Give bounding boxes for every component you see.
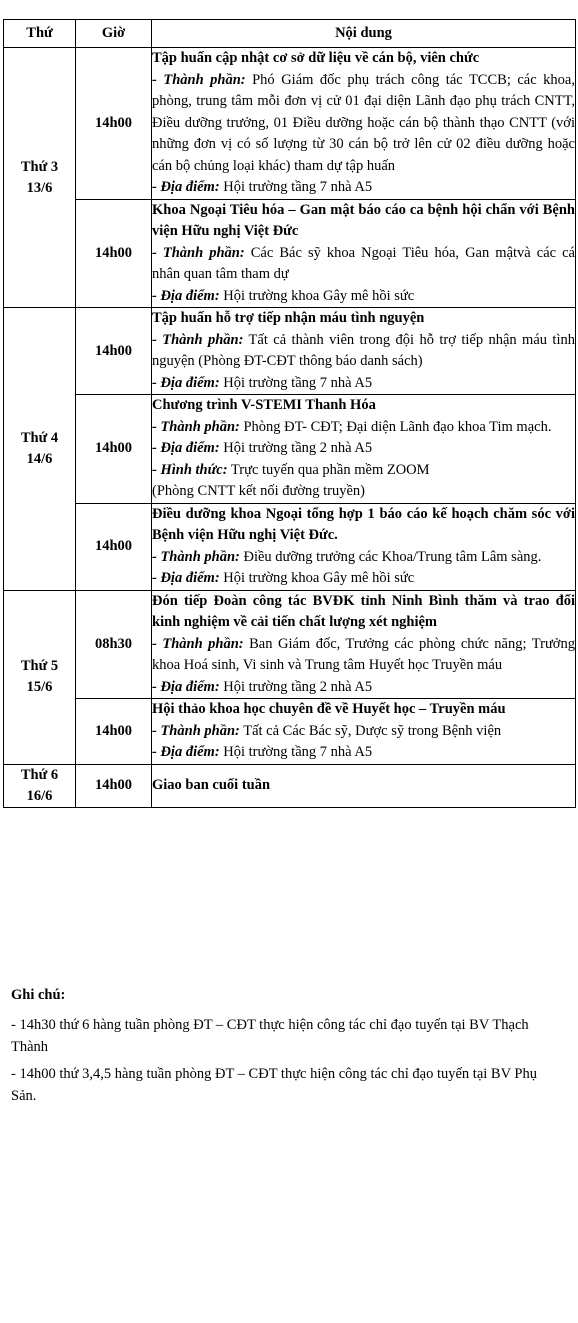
header-day: Thứ xyxy=(4,20,76,48)
day-cell xyxy=(4,48,76,308)
detail-text: Các Bác sỹ khoa Ngoại Tiêu hóa, Gan mậtvà các cá nhân quan tâm tham dự xyxy=(152,244,575,282)
time-cell: 08h30 xyxy=(76,590,152,699)
detail-text: Trực tuyến qua phần mềm ZOOM xyxy=(227,461,430,478)
notes-section xyxy=(11,984,561,1112)
time-cell: 14h00 xyxy=(76,308,152,395)
detail-label: - Thành phần: xyxy=(152,635,244,652)
schedule-header xyxy=(4,20,576,48)
table-row xyxy=(4,48,576,200)
event-title: Giao ban cuối tuần xyxy=(152,776,271,793)
detail-text: Hội trường tầng 7 nhà A5 xyxy=(219,744,373,760)
event-title: Chương trình V-STEMI Thanh Hóa xyxy=(152,397,376,413)
table-row xyxy=(4,503,576,590)
table-row xyxy=(4,699,576,765)
detail-label: - Thành phần: xyxy=(152,548,240,565)
detail-label: - Địa điểm: xyxy=(152,374,220,391)
detail-text: Tất cả Các Bác sỹ, Dược sỹ trong Bệnh viện xyxy=(239,722,502,739)
event-detail-line xyxy=(152,721,575,743)
detail-text: Phòng ĐT- CĐT; Đại diện Lãnh đạo khoa Tim mạch. xyxy=(239,418,552,435)
detail-text: Hội trường tầng 2 nhà A5 xyxy=(219,440,373,456)
detail-text: Hội trường khoa Gây mê hồi sức xyxy=(219,570,415,586)
event-detail-line xyxy=(152,70,575,178)
content-cell xyxy=(152,48,576,200)
day-cell xyxy=(4,590,76,764)
table-row xyxy=(4,590,576,699)
time-cell: 14h00 xyxy=(76,199,152,308)
table-row xyxy=(4,764,576,807)
event-detail-line xyxy=(152,634,575,677)
day-date: 15/6 xyxy=(26,679,53,695)
event-detail-line xyxy=(152,243,575,286)
note-item: - 14h30 thứ 6 hàng tuần phòng ĐT – CĐT thực hiện công tác chỉ đạo tuyến tại BV Thạch Thành xyxy=(11,1017,529,1055)
detail-label: - Địa điểm: xyxy=(152,179,220,195)
event-title: Khoa Ngoại Tiêu hóa – Gan mật báo cáo ca bệnh hội chẩn với Bệnh viện Hữu nghị Việt Đức xyxy=(152,201,575,239)
detail-label: - Địa điểm: xyxy=(152,287,220,304)
event-detail-line xyxy=(152,438,575,460)
day-cell xyxy=(4,764,76,807)
day-date: 16/6 xyxy=(26,787,53,804)
event-title: Hội thảo khoa học chuyên đề về Huyết học – Truyền máu xyxy=(152,701,506,717)
day-date: 13/6 xyxy=(26,179,53,196)
schedule-body xyxy=(4,48,576,808)
detail-text: (Phòng CNTT kết nối đường truyền) xyxy=(152,483,366,499)
time-cell: 14h00 xyxy=(76,764,152,807)
event-title: Tập huấn hỗ trợ tiếp nhận máu tình nguyện xyxy=(152,310,425,326)
day-name: Thứ 3 xyxy=(20,158,59,175)
content-cell xyxy=(152,503,576,590)
detail-label: - Địa điểm: xyxy=(152,678,220,695)
event-title: Đón tiếp Đoàn công tác BVĐK tỉnh Ninh Bình thăm và trao đổi kinh nghiệm về cải tiến chất lượng xét nghiệm xyxy=(152,592,575,630)
event-detail-line xyxy=(152,417,575,439)
day-cell xyxy=(4,308,76,591)
detail-label: - Địa điểm: xyxy=(152,570,220,586)
table-row xyxy=(4,199,576,308)
detail-text: Ban Giám đốc, Trưởng các phòng chức năng; Trưởng khoa Hoá sinh, Vi sinh và Trung tâm Huyết học Truyền máu xyxy=(152,635,575,673)
event-detail-line xyxy=(152,286,575,308)
detail-text: Hội trường tầng 7 nhà A5 xyxy=(219,179,373,195)
event-detail-line xyxy=(152,330,575,373)
detail-label: - Thành phần: xyxy=(152,331,244,348)
header-row xyxy=(4,20,576,48)
detail-label: - Địa điểm: xyxy=(152,440,220,456)
detail-label: - Địa điểm: xyxy=(152,744,220,760)
detail-text: Điều dưỡng trưởng các Khoa/Trung tâm Lâm sàng. xyxy=(239,548,542,565)
event-detail-line xyxy=(152,742,575,764)
header-time: Giờ xyxy=(76,20,152,48)
event-detail-line xyxy=(152,547,575,569)
time-cell: 14h00 xyxy=(76,699,152,765)
table-row xyxy=(4,395,576,504)
day-name: Thứ 6 xyxy=(20,766,59,783)
time-cell: 14h00 xyxy=(76,503,152,590)
detail-label: - Thành phần: xyxy=(152,722,240,739)
event-detail-line xyxy=(152,460,575,482)
notes-heading: Ghi chú: xyxy=(11,987,66,1003)
detail-label: - Hình thức: xyxy=(152,461,228,478)
day-date: 14/6 xyxy=(26,450,53,467)
note-item: - 14h00 thứ 3,4,5 hàng tuần phòng ĐT – CĐT thực hiện công tác chỉ đạo tuyến tại BV Phụ Sản. xyxy=(11,1066,537,1104)
content-cell xyxy=(152,590,576,699)
day-name: Thứ 4 xyxy=(20,429,59,446)
detail-text: Hội trường tầng 2 nhà A5 xyxy=(219,678,373,695)
content-cell xyxy=(152,308,576,395)
event-detail-line xyxy=(152,177,575,199)
event-detail-line xyxy=(152,481,575,503)
detail-text: Hội trường tầng 7 nhà A5 xyxy=(219,374,373,391)
detail-text: Phó Giám đốc phụ trách công tác TCCB; các khoa, phòng, trung tâm mỗi đơn vị cử 01 đại diện Lãnh đạo phụ trách CNTT, Điều dưỡng trưởng, 01 Điều dưỡng hoặc cán bộ thành thạo CNTT (với những đơn vị có số lượng từ 30 cán bộ trở lên cử 02 điều dưỡng hoặc cán bộ chủng loại khác) tham dự tập huấn xyxy=(152,71,575,174)
content-cell xyxy=(152,764,576,807)
event-detail-line xyxy=(152,568,575,590)
time-cell: 14h00 xyxy=(76,48,152,200)
content-cell xyxy=(152,395,576,504)
detail-text: Tất cả thành viên trong đội hỗ trợ tiếp nhận máu tình nguyện (Phòng ĐT-CĐT thông báo danh sách) xyxy=(152,331,575,369)
day-name: Thứ 5 xyxy=(20,658,59,674)
content-cell xyxy=(152,199,576,308)
event-title: Tập huấn cập nhật cơ sở dữ liệu về cán bộ, viên chức xyxy=(152,50,480,66)
detail-label: - Thành phần: xyxy=(152,244,245,261)
table-row xyxy=(4,308,576,395)
time-cell: 14h00 xyxy=(76,395,152,504)
event-detail-line xyxy=(152,677,575,699)
detail-label: - Thành phần: xyxy=(152,418,240,435)
detail-text: Hội trường khoa Gây mê hồi sức xyxy=(219,287,415,304)
event-title: Điều dưỡng khoa Ngoại tổng hợp 1 báo cáo kế hoạch chăm sóc với Bệnh viện Hữu nghị Việt Đức. xyxy=(152,505,575,543)
schedule-table xyxy=(3,19,576,808)
content-cell xyxy=(152,699,576,765)
event-detail-line xyxy=(152,373,575,395)
header-content: Nội dung xyxy=(152,20,576,48)
detail-label: - Thành phần: xyxy=(152,71,246,88)
